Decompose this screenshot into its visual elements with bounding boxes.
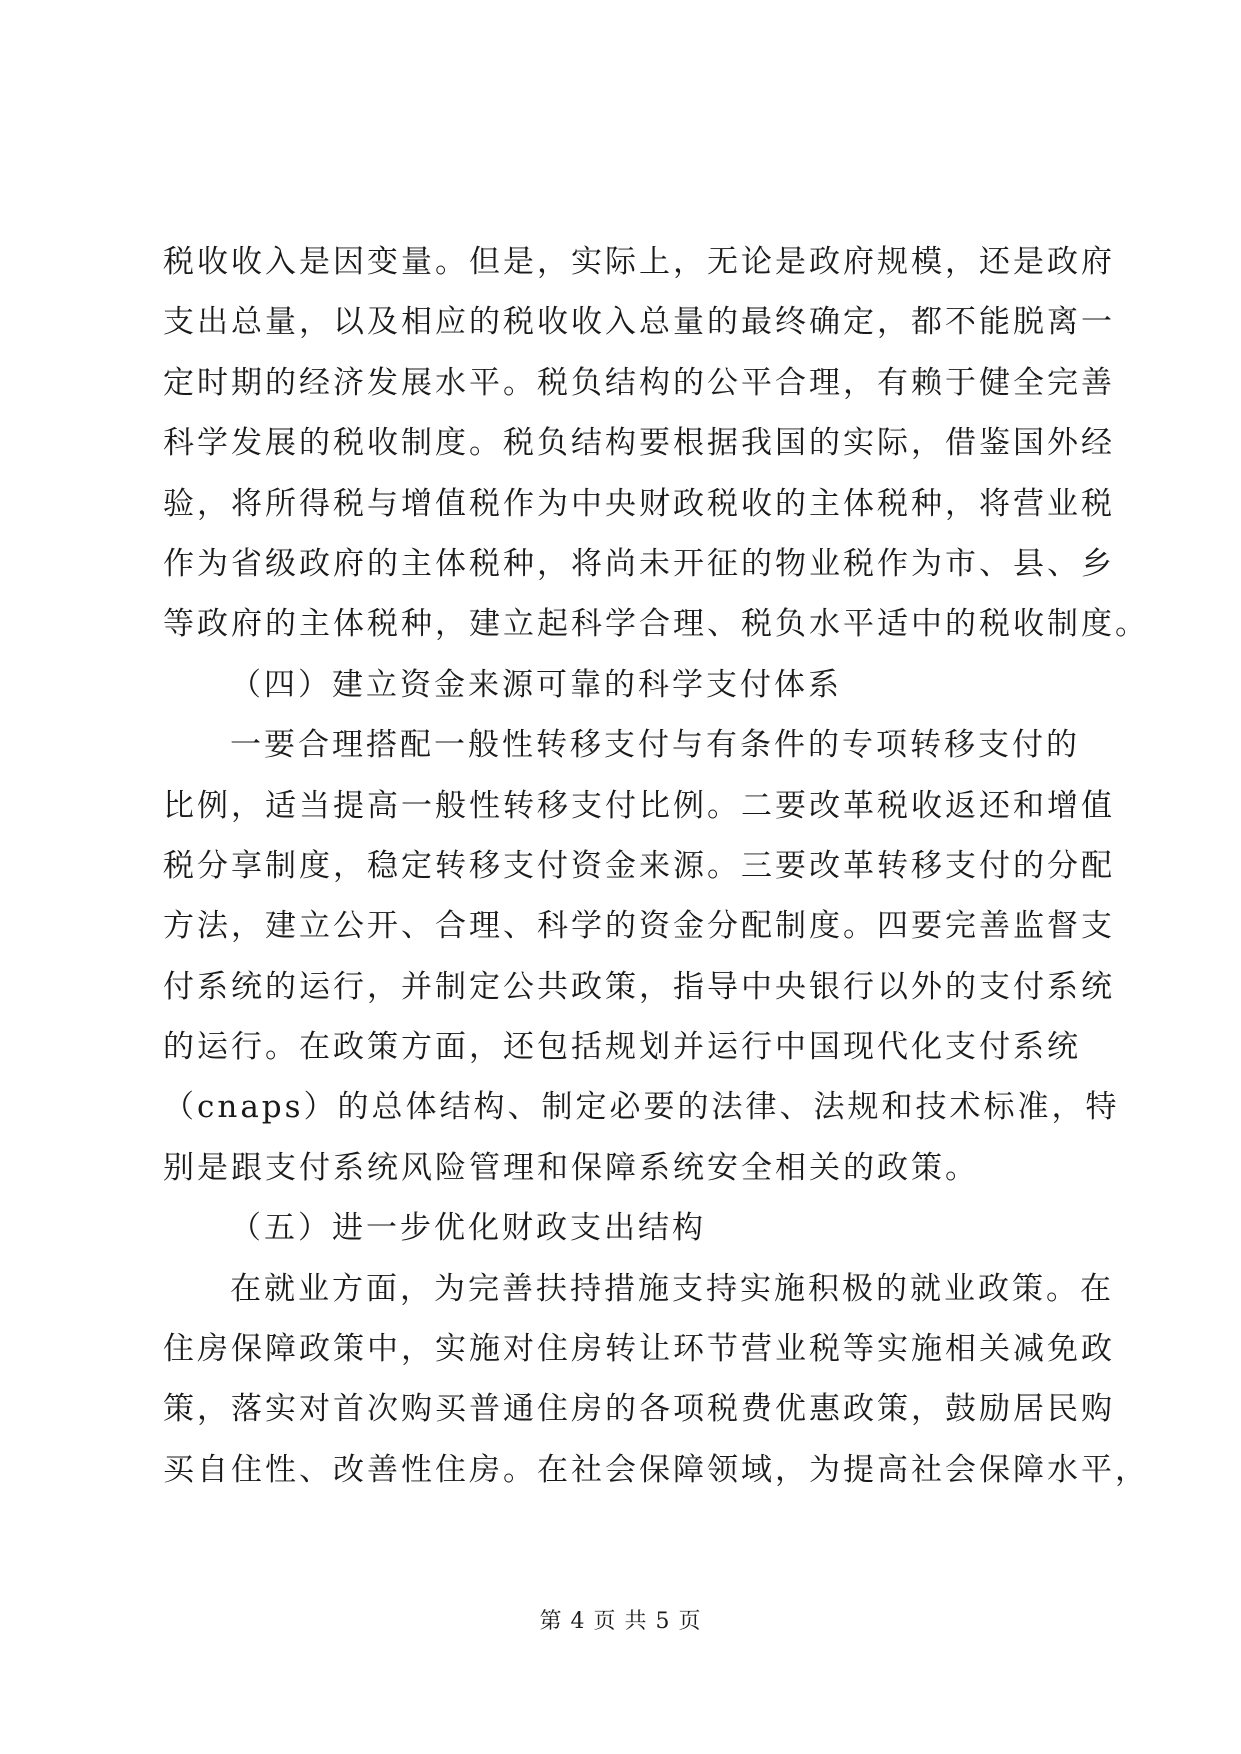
text-line-6: 作为省级政府的主体税种，将尚未开征的物业税作为市、县、乡 (163, 545, 1115, 582)
text-line-13: 付系统的运行，并制定公共政策，指导中央银行以外的支付系统 (163, 968, 1115, 1005)
text-line-20: 策，落实对首次购买普通住房的各项税费优惠政策，鼓励居民购 (163, 1391, 1115, 1428)
text-line-3: 定时期的经济发展水平。税负结构的公平合理，有赖于健全完善 (163, 364, 1115, 401)
text-line-9: 一要合理搭配一般性转移支付与有条件的专项转移支付的 (230, 727, 1080, 764)
page-footer: 第 4 页 共 5 页 (539, 1609, 702, 1634)
text-line-5: 验，将所得税与增值税作为中央财政税收的主体税种，将营业税 (163, 485, 1115, 522)
text-line-7: 等政府的主体税种，建立起科学合理、税负水平适中的税收制度。 (163, 606, 1149, 643)
text-line-14: 的运行。在政策方面，还包括规划并运行中国现代化支付系统 (163, 1029, 1081, 1066)
text-line-19: 住房保障政策中，实施对住房转让环节营业税等实施相关减免政 (163, 1331, 1115, 1368)
text-line-16: 别是跟支付系统风险管理和保障系统安全相关的政策。 (163, 1149, 979, 1186)
text-line-2: 支出总量，以及相应的税收收入总量的最终确定，都不能脱离一 (163, 304, 1115, 341)
body-text (163, 232, 1149, 1500)
text-line-11: 税分享制度，稳定转移支付资金来源。三要改革转移支付的分配 (163, 847, 1115, 884)
text-line-21: 买自住性、改善性住房。在社会保障领域，为提高社会保障水平， (163, 1451, 1149, 1488)
text-line-12: 方法，建立公开、合理、科学的资金分配制度。四要完善监督支 (163, 908, 1115, 945)
text-line-18: 在就业方面，为完善扶持措施支持实施积极的就业政策。在 (230, 1270, 1114, 1307)
text-line-15: （cnaps）的总体结构、制定必要的法律、法规和技术标准，特 (163, 1089, 1120, 1126)
section-heading-4: （四）建立资金来源可靠的科学支付体系 (230, 666, 842, 703)
text-line-1: 税收收入是因变量。但是，实际上，无论是政府规模，还是政府 (163, 244, 1115, 280)
section-heading-5: （五）进一步优化财政支出结构 (230, 1210, 706, 1247)
text-line-10: 比例，适当提高一般性转移支付比例。二要改革税收返还和增值 (163, 787, 1115, 824)
text-line-4: 科学发展的税收制度。税负结构要根据我国的实际，借鉴国外经 (163, 425, 1115, 462)
